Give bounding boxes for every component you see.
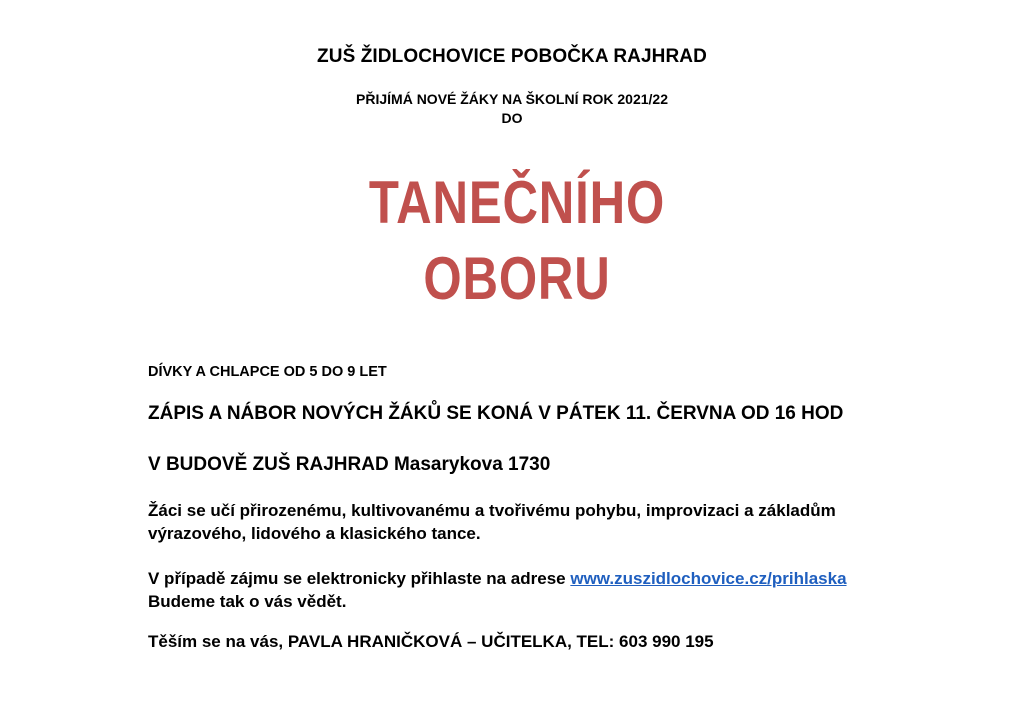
- contact-line-2: Budeme tak o vás vědět.: [148, 592, 347, 611]
- headline-line-1: TANEČNÍHO: [368, 169, 666, 236]
- subtitle: [0, 90, 1024, 128]
- signature-text: Těším se na vás, PAVLA HRANIČKOVÁ – UČITELKA, TEL: 603 990 195: [148, 632, 714, 651]
- subtitle-line-1: PŘIJÍMÁ NOVÉ ŽÁKY NA ŠKOLNÍ ROK 2021/22: [356, 91, 668, 107]
- description-line-1: Žáci se učí přirozenému, kultivovanému a tvořivému pohybu, improvizaci a základům: [148, 501, 836, 520]
- school-title: ZUŠ ŽIDLOCHOVICE POBOČKA RAJHRAD: [317, 46, 707, 67]
- description-line-2: výrazového, lidového a klasického tance.: [148, 524, 481, 543]
- description-paragraph: [148, 499, 836, 545]
- building-address-text: V BUDOVĚ ZUŠ RAJHRAD Masarykova 1730: [148, 454, 551, 475]
- subtitle-line-2: DO: [501, 110, 523, 126]
- application-link[interactable]: www.zuszidlochovice.cz/prihlaska: [570, 569, 847, 588]
- age-group-text: DÍVKY A CHLAPCE OD 5 DO 9 LET: [148, 364, 387, 380]
- contact-line-1: [148, 567, 847, 590]
- enrolment-text: ZÁPIS A NÁBOR NOVÝCH ŽÁKŮ SE KONÁ V PÁTEK 11. ČERVNA OD 16 HOD: [148, 403, 844, 424]
- contact-prefix: V případě zájmu se elektronicky přihlaste na adrese: [148, 569, 571, 588]
- contact-paragraph: [148, 567, 847, 613]
- headline-line-2: OBORU: [423, 245, 611, 312]
